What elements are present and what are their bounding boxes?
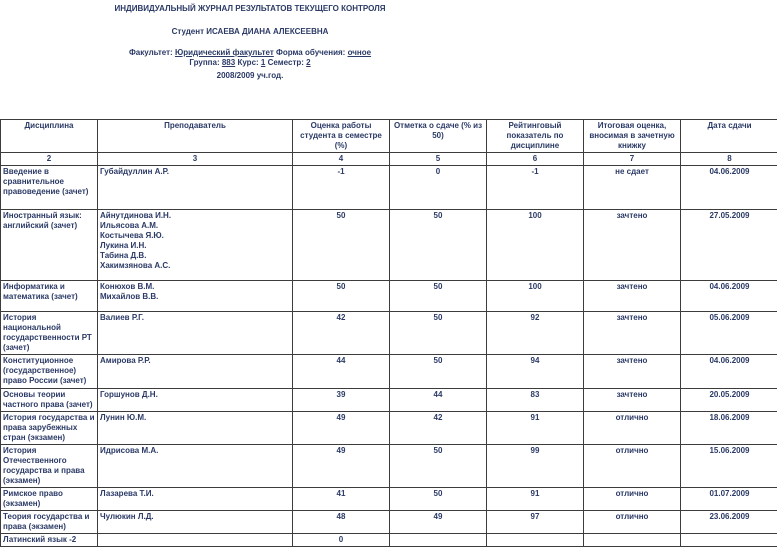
teacher-cell: Амирова Р.Р. xyxy=(98,355,293,389)
table-row xyxy=(1,534,777,547)
rating-cell: 100 xyxy=(487,210,584,281)
exam-mark-cell: 50 xyxy=(390,355,487,389)
faculty-link[interactable]: Юридический факультет xyxy=(175,48,274,57)
col-teacher: Преподаватель xyxy=(98,120,293,153)
date-cell xyxy=(681,534,777,547)
teacher-cell: Лазарева Т.И. xyxy=(98,488,293,511)
table-header-row xyxy=(1,120,777,153)
final-grade-cell: зачтено xyxy=(584,355,681,389)
column-number: 3 xyxy=(98,153,293,166)
semester-label: Семестр: xyxy=(268,58,304,67)
rating-cell: -1 xyxy=(487,166,584,210)
teacher-cell: Губайдуллин А.Р. xyxy=(98,166,293,210)
teacher-cell: Конюхов В.М. Михайлов В.В. xyxy=(98,281,293,312)
form-label: Форма обучения: xyxy=(276,48,345,57)
discipline-cell: История национальной государственности РТ (зачет) xyxy=(1,312,98,355)
exam-mark-cell: 50 xyxy=(390,281,487,312)
exam-mark-cell: 0 xyxy=(390,166,487,210)
exam-mark-cell: 44 xyxy=(390,389,487,412)
semester-score-cell: 50 xyxy=(293,210,390,281)
discipline-cell: Латинский язык -2 xyxy=(1,534,98,547)
date-cell: 05.06.2009 xyxy=(681,312,777,355)
col-exam-mark: Отметка о сдаче (% из 50) xyxy=(390,120,487,153)
discipline-cell: Информатика и математика (зачет) xyxy=(1,281,98,312)
date-cell: 15.06.2009 xyxy=(681,445,777,488)
rating-cell: 92 xyxy=(487,312,584,355)
column-number: 2 xyxy=(1,153,98,166)
final-grade-cell: зачтено xyxy=(584,312,681,355)
exam-mark-cell: 50 xyxy=(390,445,487,488)
discipline-cell: Римское право (экзамен) xyxy=(1,488,98,511)
student-line xyxy=(0,27,500,37)
form-link[interactable]: очное xyxy=(348,48,372,57)
rating-cell: 94 xyxy=(487,355,584,389)
col-discipline: Дисциплина xyxy=(1,120,98,153)
col-semester-score: Оценка работы студента в семестре (%) xyxy=(293,120,390,153)
column-number: 4 xyxy=(293,153,390,166)
table-row xyxy=(1,166,777,210)
final-grade-cell: зачтено xyxy=(584,389,681,412)
date-cell: 23.06.2009 xyxy=(681,511,777,534)
final-grade-cell: отлично xyxy=(584,511,681,534)
teacher-cell: Идрисова М.А. xyxy=(98,445,293,488)
table-row xyxy=(1,281,777,312)
date-cell: 04.06.2009 xyxy=(681,281,777,312)
final-grade-cell: не сдает xyxy=(584,166,681,210)
exam-mark-cell xyxy=(390,534,487,547)
course-label: Курс: xyxy=(237,58,258,67)
final-grade-cell: отлично xyxy=(584,412,681,445)
discipline-cell: История государства и права зарубежных стран (экзамен) xyxy=(1,412,98,445)
student-name: ИСАЕВА ДИАНА АЛЕКСЕЕВНА xyxy=(206,27,328,36)
semester-score-cell: 42 xyxy=(293,312,390,355)
exam-mark-cell: 50 xyxy=(390,488,487,511)
col-final-grade: Итоговая оценка, вносимая в зачетную книжку xyxy=(584,120,681,153)
table-row xyxy=(1,355,777,389)
exam-mark-cell: 49 xyxy=(390,511,487,534)
column-number: 8 xyxy=(681,153,777,166)
faculty-label: Факультет: xyxy=(129,48,173,57)
date-cell: 27.05.2009 xyxy=(681,210,777,281)
group-link[interactable]: 883 xyxy=(222,58,235,67)
date-cell: 20.05.2009 xyxy=(681,389,777,412)
discipline-cell: Введение в сравнительное правоведение (зачет) xyxy=(1,166,98,210)
teacher-cell: Чулюкин Л.Д. xyxy=(98,511,293,534)
table-row xyxy=(1,488,777,511)
column-number: 6 xyxy=(487,153,584,166)
semester-score-cell: 49 xyxy=(293,412,390,445)
date-cell: 04.06.2009 xyxy=(681,166,777,210)
group-label: Группа: xyxy=(189,58,219,67)
group-line xyxy=(0,58,500,68)
semester-score-cell: 39 xyxy=(293,389,390,412)
date-cell: 18.06.2009 xyxy=(681,412,777,445)
rating-cell: 99 xyxy=(487,445,584,488)
discipline-cell: Теория государства и права (экзамен) xyxy=(1,511,98,534)
final-grade-cell xyxy=(584,534,681,547)
column-number-row xyxy=(1,153,777,166)
table-row xyxy=(1,389,777,412)
exam-mark-cell: 42 xyxy=(390,412,487,445)
results-table xyxy=(0,119,777,547)
rating-cell: 83 xyxy=(487,389,584,412)
table-row xyxy=(1,312,777,355)
rating-cell: 97 xyxy=(487,511,584,534)
exam-mark-cell: 50 xyxy=(390,312,487,355)
discipline-cell: Основы теории частного права (зачет) xyxy=(1,389,98,412)
semester-score-cell: -1 xyxy=(293,166,390,210)
semester-score-cell: 49 xyxy=(293,445,390,488)
faculty-line xyxy=(0,48,500,58)
discipline-cell: Конституционное (государственное) право России (зачет) xyxy=(1,355,98,389)
semester-score-cell: 41 xyxy=(293,488,390,511)
exam-mark-cell: 50 xyxy=(390,210,487,281)
rating-cell xyxy=(487,534,584,547)
table-row xyxy=(1,445,777,488)
discipline-cell: История Отечественного государства и права (экзамен) xyxy=(1,445,98,488)
page-title: ИНДИВИДУАЛЬНЫЙ ЖУРНАЛ РЕЗУЛЬТАТОВ ТЕКУЩЕГО КОНТРОЛЯ xyxy=(0,4,500,14)
final-grade-cell: зачтено xyxy=(584,281,681,312)
date-cell: 04.06.2009 xyxy=(681,355,777,389)
semester-score-cell: 0 xyxy=(293,534,390,547)
academic-year: 2008/2009 уч.год. xyxy=(0,71,500,81)
table-row xyxy=(1,412,777,445)
rating-cell: 91 xyxy=(487,488,584,511)
semester-score-cell: 50 xyxy=(293,281,390,312)
teacher-cell: Горшунов Д.Н. xyxy=(98,389,293,412)
final-grade-cell: отлично xyxy=(584,445,681,488)
rating-cell: 100 xyxy=(487,281,584,312)
semester-link[interactable]: 2 xyxy=(306,58,310,67)
teacher-cell: Валиев Р.Г. xyxy=(98,312,293,355)
col-date: Дата сдачи xyxy=(681,120,777,153)
course-link[interactable]: 1 xyxy=(261,58,265,67)
discipline-cell: Иностранный язык: английский (зачет) xyxy=(1,210,98,281)
table-row xyxy=(1,210,777,281)
semester-score-cell: 44 xyxy=(293,355,390,389)
final-grade-cell: отлично xyxy=(584,488,681,511)
col-rating: Рейтинговый показатель по дисциплине xyxy=(487,120,584,153)
rating-cell: 91 xyxy=(487,412,584,445)
semester-score-cell: 48 xyxy=(293,511,390,534)
teacher-cell: Айнутдинова И.Н. Ильясова А.М. Костычева Я.Ю. Лукина И.Н. Табина Д.В. Хакимзянова А.С. xyxy=(98,210,293,281)
table-row xyxy=(1,511,777,534)
column-number: 7 xyxy=(584,153,681,166)
final-grade-cell: зачтено xyxy=(584,210,681,281)
teacher-cell xyxy=(98,534,293,547)
date-cell: 01.07.2009 xyxy=(681,488,777,511)
teacher-cell: Лунин Ю.М. xyxy=(98,412,293,445)
student-label: Студент xyxy=(172,27,204,36)
column-number: 5 xyxy=(390,153,487,166)
